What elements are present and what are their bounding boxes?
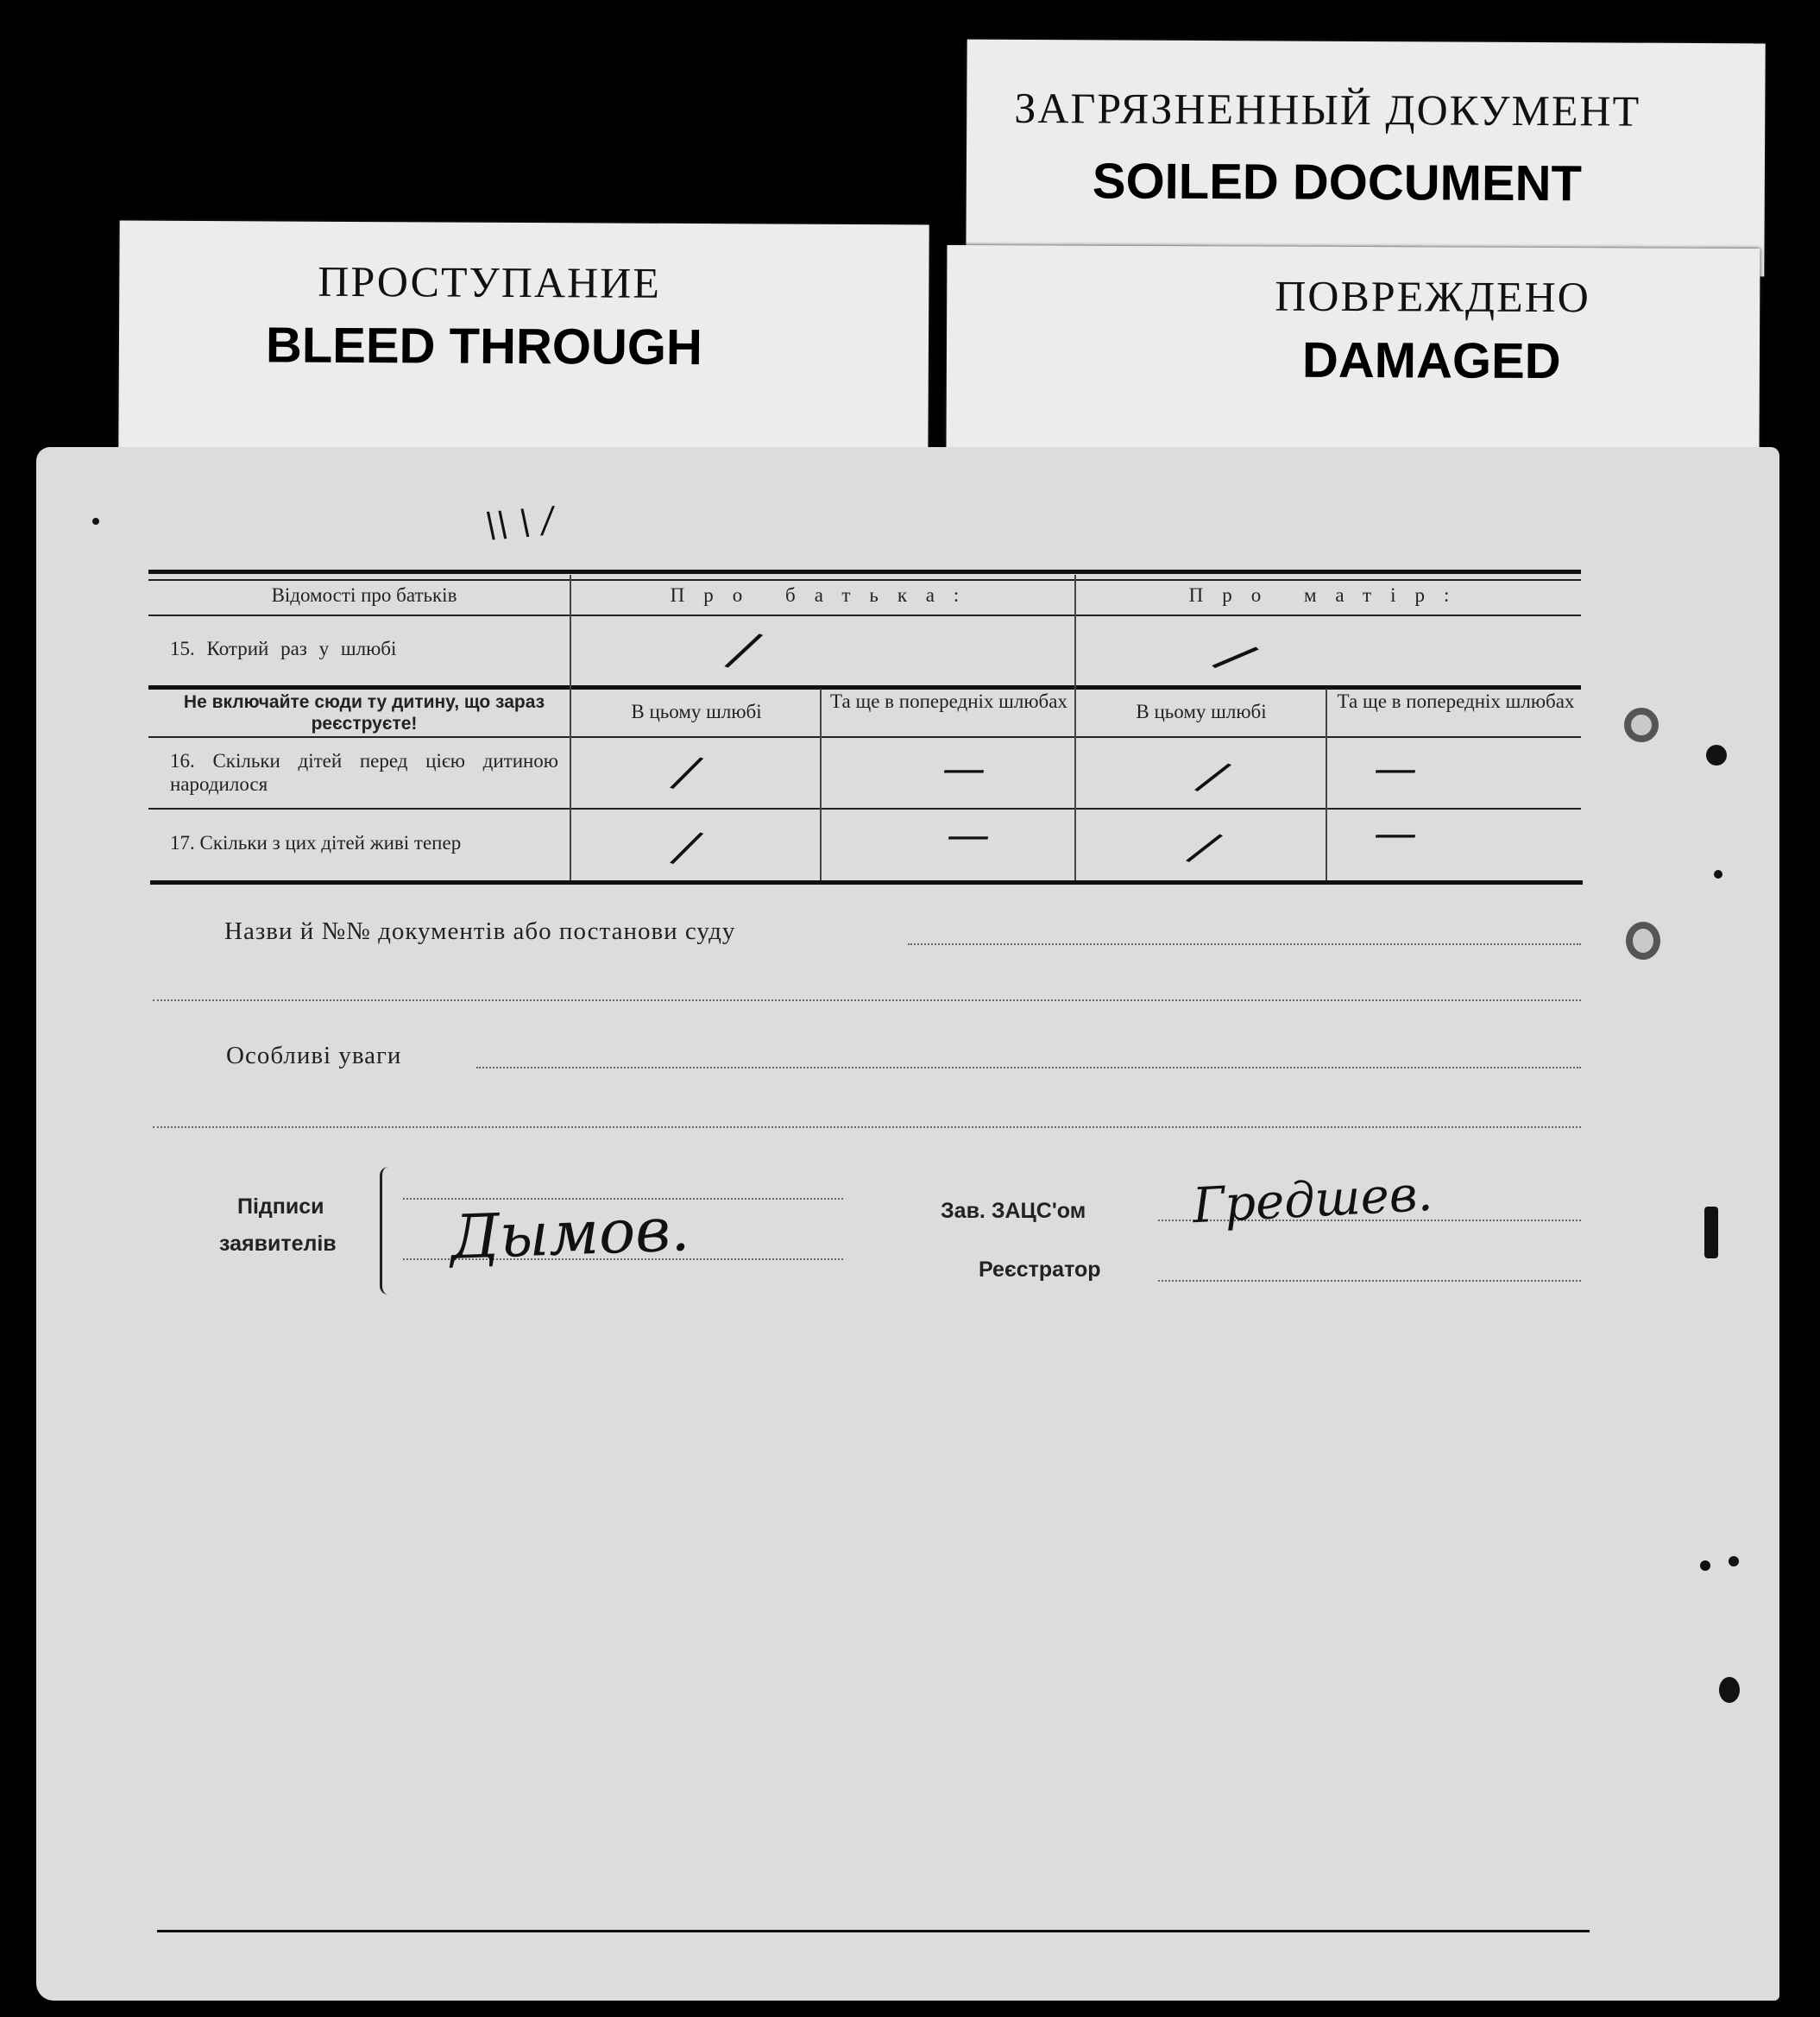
punch-hole-1 [1624,708,1659,742]
soiled-document-flag [966,40,1765,277]
subheader-note: Не включайте сюди ту дитину, що зараз реєструєте! [183,692,545,734]
document-sheet [36,447,1779,2001]
remarks-label: Особливі уваги [226,1042,402,1069]
table-header-rule [148,615,1581,616]
subheader-father-prev: Та ще в попередніх шлюбах [830,690,1067,712]
header-father: Про батька: [670,584,979,606]
damaged-flag-ru: ПОВРЕЖДЕНО [1275,271,1590,322]
applicants-label-1: Підписи [237,1194,324,1219]
row16-mother-this: / [1194,748,1232,804]
table-col-divider-4 [1326,689,1327,880]
head-label: Зав. ЗАЦС'ом [941,1199,1086,1223]
row17-mother-this: / [1186,819,1224,875]
damage-spot-6 [1719,1677,1740,1703]
row15-label: 15. Котрий раз у шлюбі [170,638,397,659]
damage-spot-7 [92,518,99,525]
subheader-mother-prev: Та ще в попередніх шлюбах [1337,690,1575,712]
damage-spot-1 [1706,745,1727,766]
row16-mother-prev: — [1374,743,1417,793]
punch-hole-2 [1626,922,1660,960]
documents-line-1 [908,943,1581,945]
damage-spot-2 [1714,870,1722,879]
table-row15-rule [148,685,1581,690]
registrar-line [1158,1280,1581,1282]
head-signature: Гредшев. [1191,1165,1434,1235]
row17-father-prev: — [947,810,990,860]
damage-spot-4 [1700,1560,1710,1571]
bleed-flag-en: BLEED THROUGH [265,317,703,376]
table-col-divider-1 [570,575,571,880]
row15-mother-value: / [1209,627,1263,686]
table-row16-rule [148,808,1581,810]
subheader-mother-this: В цьому шлюбі [1136,701,1267,722]
row17-mother-prev: — [1374,808,1417,858]
applicant-signature: Дымов. [449,1194,691,1273]
subheader-father-this: В цьому шлюбі [631,701,762,722]
table-top-rule-thin [148,579,1581,581]
documents-line-2 [153,999,1581,1001]
remarks-line-2 [153,1126,1581,1128]
damaged-flag-en: DAMAGED [1301,331,1561,390]
row16-label: 16. Скільки дітей перед цією дитиною народилося [170,750,558,795]
table-bottom-rule [150,880,1583,885]
documents-label: Назви й №№ документів або постанови суду [224,917,736,945]
applicants-brace [380,1167,394,1295]
header-parents-info: Відомості про батьків [271,584,457,606]
table-top-rule [148,570,1581,574]
table-col-divider-3 [820,689,822,880]
row17-father-this: / [671,818,703,876]
damage-spot-3 [1704,1207,1718,1258]
top-scribble: \\ \ / [483,500,556,546]
damaged-flag [946,245,1760,454]
row16-father-this: / [671,743,703,801]
table-col-divider-2 [1074,575,1076,880]
registrar-label: Реєстратор [979,1257,1101,1282]
row16-father-prev: — [942,743,986,793]
remarks-line-1 [476,1067,1581,1068]
row17-label: 17. Скільки з цих дітей живі тепер [170,832,462,854]
applicants-label-2: заявителів [219,1232,337,1256]
soiled-flag-ru: ЗАГРЯЗНЕННЫЙ ДОКУМЕНТ [1014,83,1641,136]
bottom-rule [157,1930,1590,1932]
header-mother: Про матір: [1188,584,1469,606]
row15-father-value: / [725,618,763,682]
damage-spot-5 [1729,1556,1739,1566]
bleed-through-flag [118,221,929,458]
soiled-flag-en: SOILED DOCUMENT [1092,153,1583,212]
table-subheader-rule [148,736,1581,738]
bleed-flag-ru: ПРОСТУПАНИЕ [318,256,662,307]
